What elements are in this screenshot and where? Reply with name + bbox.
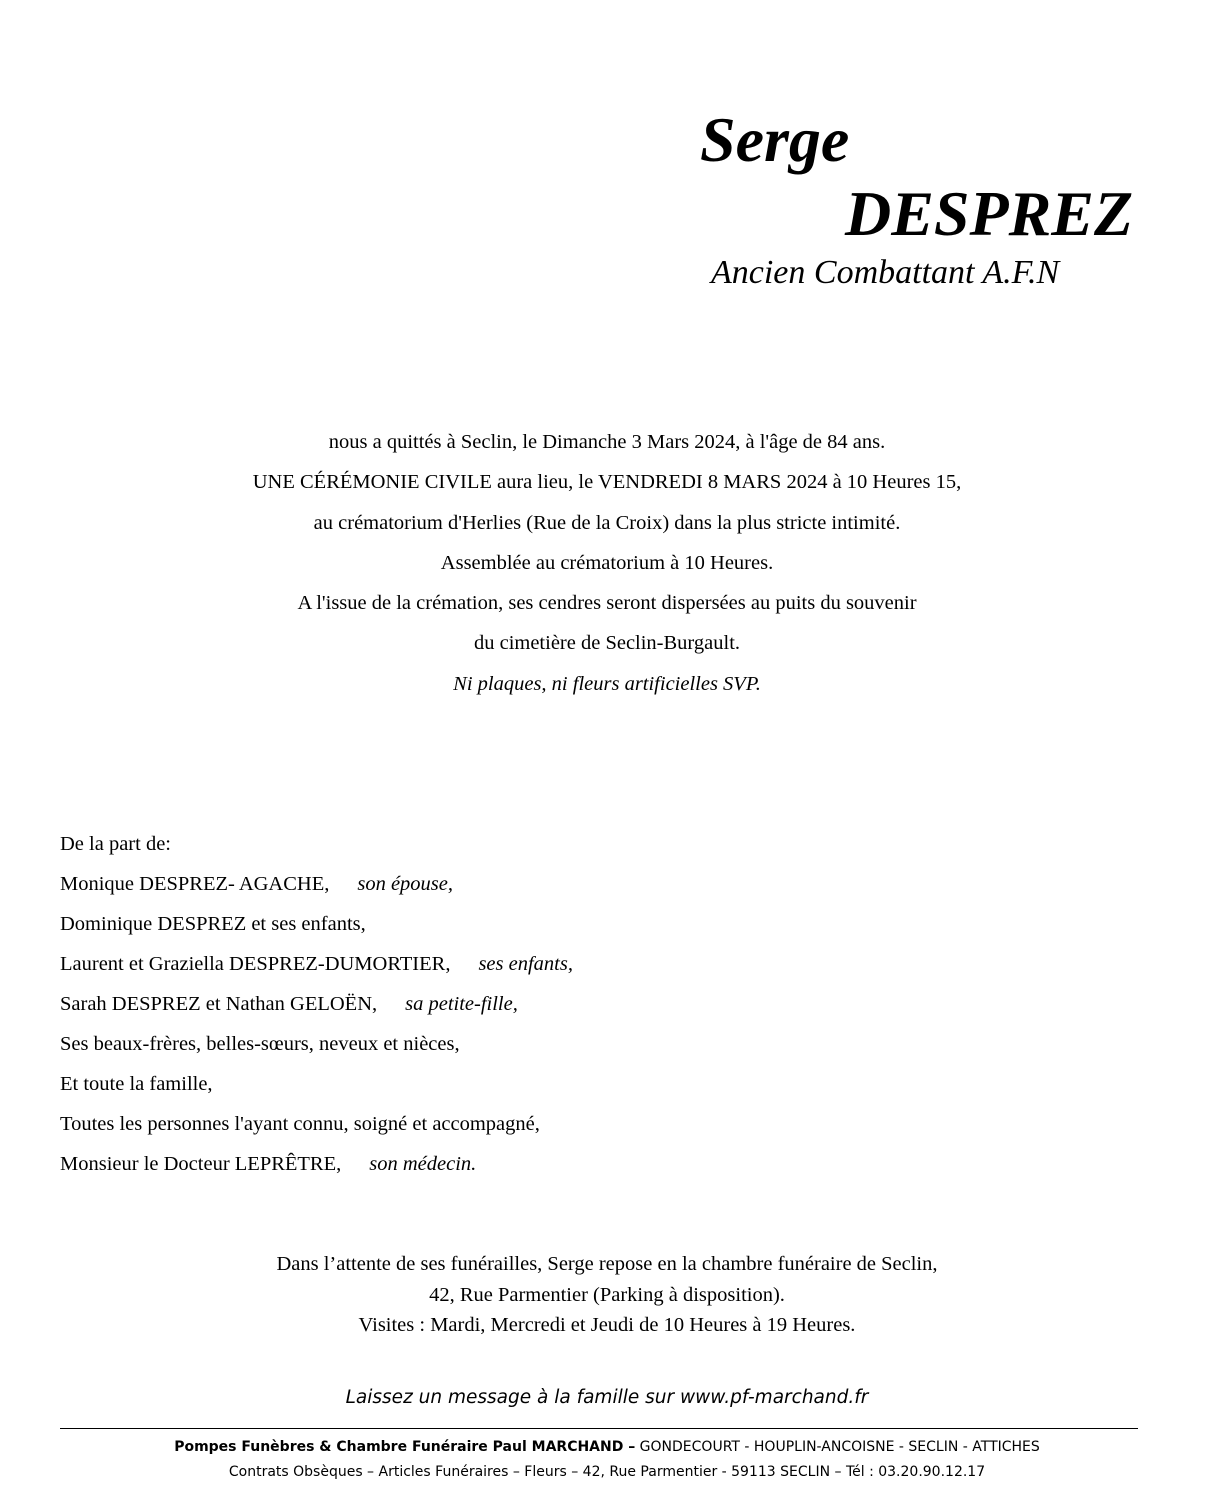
notice-line: au crématorium d'Herlies (Rue de la Croix) dans la plus stricte intimité. [313,511,901,534]
family-list [60,830,573,1190]
member-name: Ses beaux-frères, belles-sœurs, neveux et nièces, [60,1033,460,1055]
member-name: Laurent et Graziella DESPREZ-DUMORTIER, [60,953,451,975]
member-role: ses enfants, [478,953,573,975]
condolence-message-link[interactable]: Laissez un message à la famille sur www.pf-marchand.fr [345,1387,869,1408]
death-notice [0,428,1214,710]
footer-contact: Contrats Obsèques – Articles Funéraires – Fleurs – 42, Rue Parmentier - 59113 SECLIN – Tél : 03.20.90.12.17 [228,1464,986,1480]
subtitle: Ancien Combattant A.F.N [711,254,1060,291]
family-intro: De la part de: [60,833,171,855]
notice-line: UNE CÉRÉMONIE CIVILE aura lieu, le VENDREDI 8 MARS 2024 à 10 Heures 15, [252,471,962,494]
family-member [60,1150,573,1190]
notice-line: nous a quittés à Seclin, le Dimanche 3 Mars 2024, à l'âge de 84 ans. [328,431,886,453]
footer-line-company [0,1436,1214,1461]
family-member [60,1030,573,1070]
member-name: Monique DESPREZ- AGACHE, [60,873,330,895]
notice-line: A l'issue de la crémation, ses cendres seront dispersées au puits du souvenir [297,592,917,615]
family-member [60,990,573,1030]
rest-line: 42, Rue Parmentier (Parking à disposition). [429,1283,785,1306]
rest-info [0,1250,1214,1342]
member-name: Dominique DESPREZ et ses enfants, [60,913,366,935]
member-name: Et toute la famille, [60,1073,213,1095]
member-name: Sarah DESPREZ et Nathan GELOËN, [60,993,378,1015]
member-name: Monsieur le Docteur LEPRÊTRE, [60,1153,342,1175]
notice-request: Ni plaques, ni fleurs artificielles SVP. [453,672,761,695]
family-member [60,870,573,910]
member-role: sa petite-fille, [405,993,518,1015]
footer [0,1436,1214,1486]
company-locations: GONDECOURT - HOUPLIN-ANCOISNE - SECLIN - ATTICHES [635,1439,1040,1455]
member-role: son médecin. [369,1153,477,1175]
member-name: Toutes les personnes l'ayant connu, soigné et accompagné, [60,1113,540,1135]
notice-line: Assemblée au crématorium à 10 Heures. [440,551,774,574]
member-role: son épouse, [357,873,454,895]
family-member [60,910,573,950]
family-member [60,950,573,990]
last-name: DESPREZ [845,178,1134,249]
rest-line: Dans l’attente de ses funérailles, Serge repose en la chambre funéraire de Seclin, [276,1253,938,1275]
family-member [60,1070,573,1110]
footer-divider [60,1428,1138,1429]
company-name: Pompes Funèbres & Chambre Funéraire Paul MARCHAND – [174,1439,636,1455]
first-name: Serge [700,104,850,175]
rest-line: Visites : Mardi, Mercredi et Jeudi de 10 Heures à 19 Heures. [358,1314,856,1336]
family-member [60,1110,573,1150]
notice-line: du cimetière de Seclin-Burgault. [473,632,741,655]
